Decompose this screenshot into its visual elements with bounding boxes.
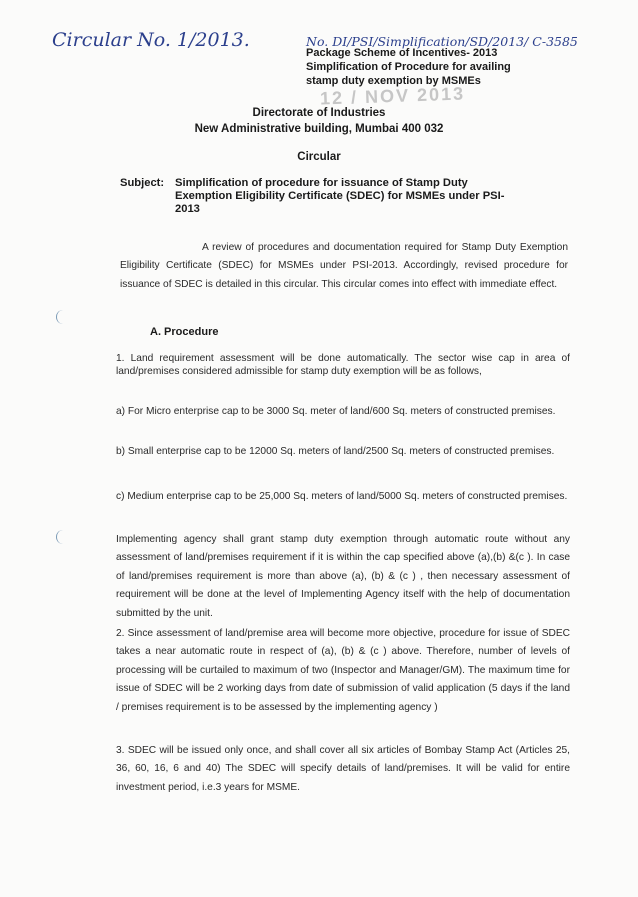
- cap-micro: a) For Micro enterprise cap to be 3000 Sq. meter of land/600 Sq. meters of constructed premises.: [116, 406, 556, 417]
- received-date-stamp: 12 / NOV 2013: [319, 83, 466, 109]
- document-type-title: Circular: [297, 151, 341, 163]
- subject-label: Subject:: [120, 177, 165, 189]
- procedure-point-2: 2. Since assessment of land/premise area will become more objective, procedure for issue of SDEC takes a near automatic route in respect of (a), (b) & (c ) above. Therefore, number of levels of processing will be curtailed to maximum of two (Inspector and Manager/GM). The maximum time for issue of SDEC will be 2 working days from date of submission of valid application (5 days if the land / premises requirement is to be assessed by the implementing agency ): [116, 628, 570, 713]
- margin-punch-mark: [56, 310, 67, 324]
- scheme-header: [306, 46, 546, 88]
- issuer-address: New Administrative building, Mumbai 400 032: [194, 123, 444, 135]
- cap-medium: c) Medium enterprise cap to be 25,000 Sq. meters of land/5000 Sq. meters of constructed premises.: [116, 491, 568, 502]
- issuer-name: Directorate of Industries: [252, 107, 386, 119]
- implementing-agency-paragraph: Implementing agency shall grant stamp duty exemption through automatic route without any assessment of land/premises requirement if it is within the cap specified above (a),(b) &(c ). In case of land/premises requirement is more than above (a), (b) & (c ) , then necessary assessment of requirement will be done at the level of Implementing Agency itself with the help of documentation submitted by the unit.: [116, 534, 570, 619]
- procedure-point-3: 3. SDEC will be issued only once, and shall cover all six articles of Bombay Stamp Act (Articles 25, 36, 60, 16, 6 and 40) The SDEC will specify details of land/premises. It will be valid for entire investment period, i.e.3 years for MSME.: [116, 745, 570, 793]
- intro-paragraph: A review of procedures and documentation required for Stamp Duty Exemption Eligibility Certificate (SDEC) for MSMEs under PSI-2013. Accordingly, revised procedure for issuance of SDEC is detailed in this circular. This circular comes into effect with immediate effect.: [120, 242, 568, 290]
- margin-punch-mark: [56, 530, 67, 544]
- cap-small: b) Small enterprise cap to be 12000 Sq. meters of land/2500 Sq. meters of constructed premises.: [116, 446, 555, 457]
- procedure-point-1: 1. Land requirement assessment will be done automatically. The sector wise cap in area of land/premises considered admissible for stamp duty exemption will be as follows,: [116, 353, 570, 377]
- header-line: Package Scheme of Incentives- 2013: [306, 47, 498, 59]
- section-a-heading: A. Procedure: [150, 326, 219, 338]
- handwritten-reference-number: No. DI/PSI/Simplification/SD/2013/ C-3585: [306, 34, 578, 49]
- subject-text: Simplification of procedure for issuance of Stamp Duty Exemption Eligibility Certificate (SDEC) for MSMEs under PSI-2013: [175, 177, 505, 215]
- header-line: stamp duty exemption by MSMEs: [306, 75, 481, 87]
- header-line: Simplification of Procedure for availing: [306, 61, 511, 73]
- handwritten-circular-number: Circular No. 1/2013.: [52, 29, 250, 51]
